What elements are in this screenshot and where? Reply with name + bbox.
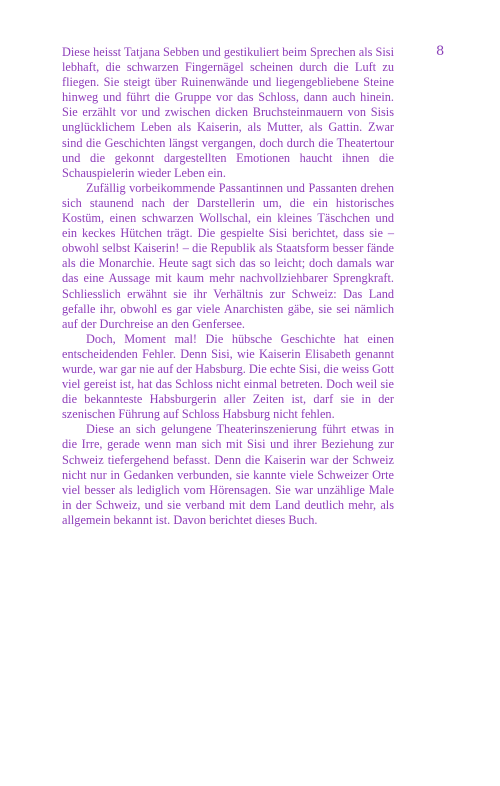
body-text [62, 45, 394, 528]
paragraph-1: Diese heisst Tatjana Sebben und gestikuliert beim Sprechen als Sisi lebhaft, die schwarzen Fingernägel scheinen durch die Luft zu fliegen. Sie steigt über Ruinenwände und liegengebliebene Steine hinweg und führt die Gruppe vor das Schloss, dann auch hinein. Sie erzählt vor und zwischen dicken Bruchsteinmauern von Sisis unglücklichem Leben als Kaiserin, als Mutter, als Gattin. Zwar sind die Geschichten längst vergangen, doch durch die Theatertour und die gekonnt dargestellten Emotionen haucht ihnen die Schauspielerin wieder Leben ein. [62, 45, 394, 180]
paragraph-4: Diese an sich gelungene Theaterinszenierung führt etwas in die Irre, gerade wenn man sich mit Sisi und ihrer Beziehung zur Schweiz tiefergehend befasst. Denn die Kaiserin war der Schweiz nicht nur in Gedanken verbunden, sie kannte viele Schweizer Orte viel besser als lediglich vom Hörensagen. Sie war unzählige Male in der Schweiz, und sie verband mit dem Land deutlich mehr, als allgemein bekannt ist. Davon berichtet dieses Buch. [62, 422, 394, 527]
paragraph-2: Zufällig vorbeikommende Passantinnen und Passanten drehen sich staunend nach der Darstellerin um, die ein historisches Kostüm, einen schwarzen Wollschal, ein kleines Täschchen und ein keckes Hütchen trägt. Die gespielte Sisi berichtet, dass sie – obwohl selbst Kaiserin! – die Republik als Staatsform besser fände als die Monarchie. Heute sagt sich das so leicht; doch damals war das eine Aussage mit kaum mehr nachvollziehbarer Sprengkraft. Schliesslich erwähnt sie ihr Verhältnis zur Schweiz: Das Land gefalle ihr, obwohl es gar viele Anarchisten gäbe, sie sei nämlich auf der Durchreise an den Genfersee. [62, 180, 394, 331]
paragraph-3: Doch, Moment mal! Die hübsche Geschichte hat einen entscheidenden Fehler. Denn Sisi, wie Kaiserin Elisabeth genannt wurde, war gar nie auf der Habsburg. Die echte Sisi, die weiss Gott viel gereist ist, hat das Schloss nicht einmal betreten. Doch weil sie die bekannteste Habsburgerin aller Zeiten ist, darf sie in der szenischen Führung auf Schloss Habsburg nicht fehlen. [62, 331, 394, 422]
page-number: 8 [436, 44, 445, 59]
